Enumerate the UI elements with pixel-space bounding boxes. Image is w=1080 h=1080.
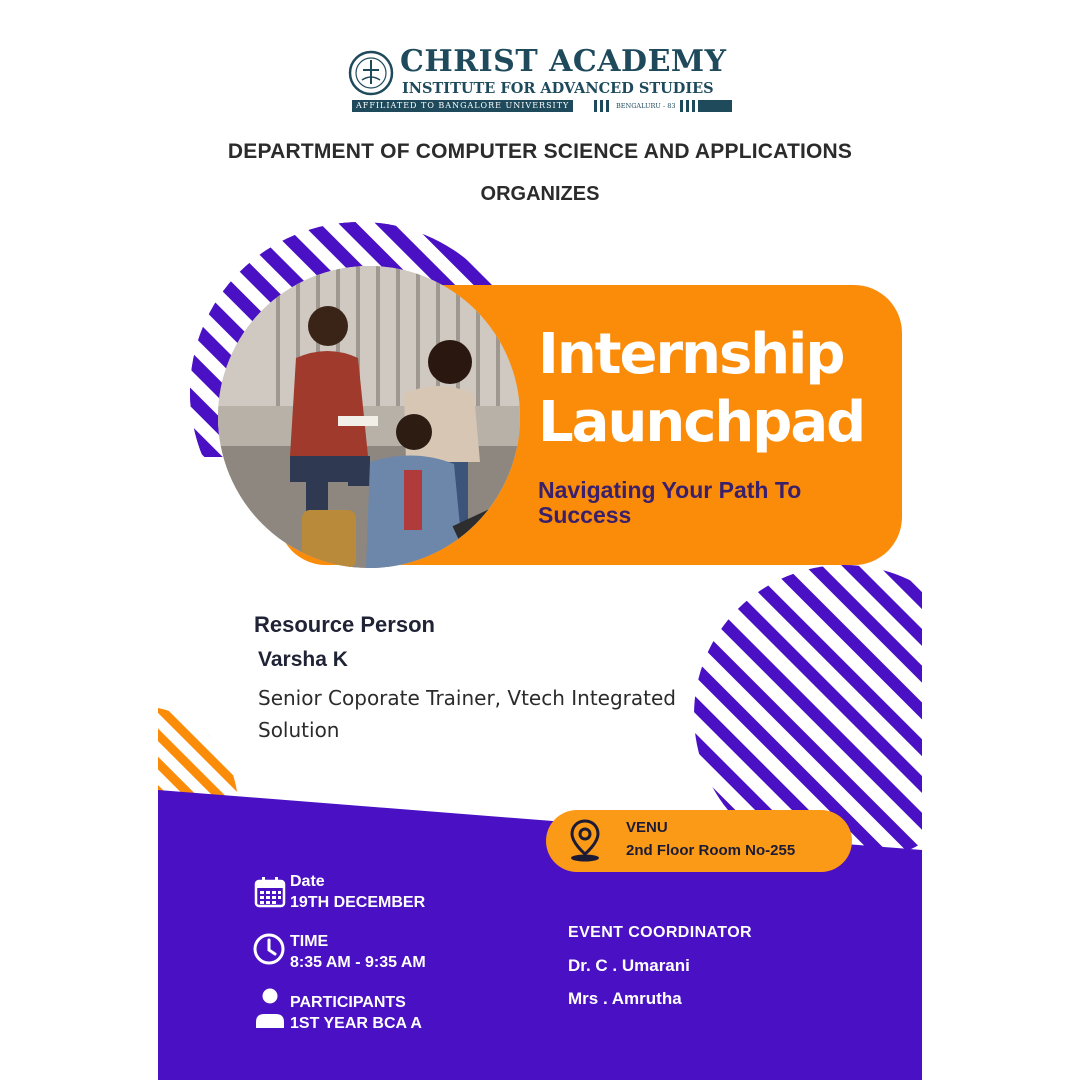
students-photo-illustration: [218, 266, 520, 568]
venue-value: 2nd Floor Room No-255: [626, 842, 796, 859]
event-tagline: Navigating Your Path To Success: [538, 477, 802, 528]
participants-value: 1ST YEAR BCA A: [290, 1015, 422, 1032]
affiliation-text: AFFILIATED TO BANGALORE UNIVERSITY: [352, 100, 573, 112]
location-pin-icon: [568, 818, 602, 862]
participants-label: PARTICIPANTS: [290, 994, 406, 1011]
logo-subtitle: INSTITUTE FOR ADVANCED STUDIES: [402, 80, 714, 97]
city-text: BENGALURU - 83: [616, 102, 676, 110]
time-label: TIME: [290, 933, 329, 950]
divider-bars-icon: [678, 100, 734, 112]
person-icon: [254, 988, 286, 1030]
organizes-text: ORGANIZES: [480, 183, 600, 205]
students-photo: [218, 266, 520, 568]
resource-person-heading: Resource Person: [254, 612, 435, 637]
time-value: 8:35 AM - 9:35 AM: [290, 954, 426, 971]
institution-seal-icon: [348, 50, 394, 96]
institution-logo: [348, 44, 748, 118]
clock-icon: [252, 932, 286, 966]
coordinator-name: Mrs . Amrutha: [568, 989, 682, 1008]
divider-bars-icon: [592, 100, 614, 112]
venue-label: VENU: [626, 819, 668, 836]
resource-person-role: Senior Coporate Trainer, Vtech Integrated Solution: [258, 686, 676, 742]
date-label: Date: [290, 873, 325, 890]
department-name: DEPARTMENT OF COMPUTER SCIENCE AND APPLICATIONS: [227, 140, 853, 163]
venue-badge: [546, 810, 852, 872]
calendar-icon: [254, 876, 286, 908]
event-title-line1: Internship: [538, 322, 844, 387]
event-title-line2: Launchpad: [538, 390, 865, 455]
event-poster: [158, 30, 922, 1080]
coordinator-name: Dr. C . Umarani: [568, 956, 690, 975]
date-value: 19TH DECEMBER: [290, 894, 426, 911]
coordinator-heading: EVENT COORDINATOR: [568, 924, 752, 941]
logo-affiliation-bar: [348, 100, 738, 112]
logo-name: CHRIST ACADEMY: [400, 44, 727, 79]
resource-person-name: Varsha K: [258, 648, 348, 671]
